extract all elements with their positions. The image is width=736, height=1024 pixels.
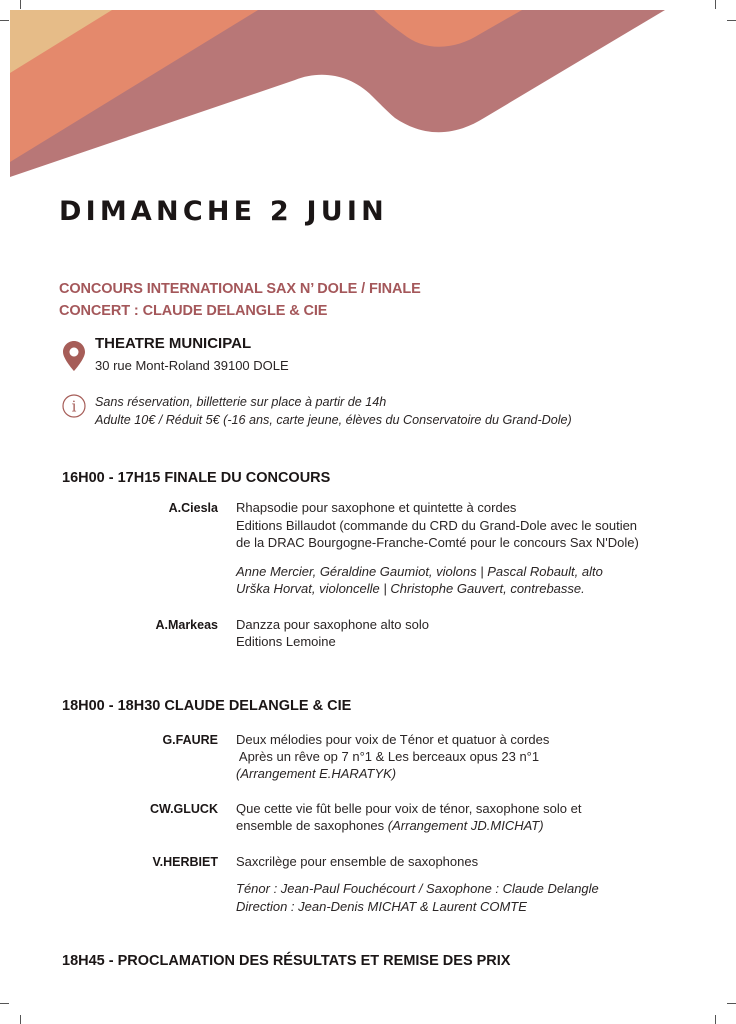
svg-text:i: i: [71, 397, 77, 416]
composer-name: G.FAURE: [162, 733, 218, 747]
arrangement: (Arrangement E.HARATYK): [236, 766, 397, 781]
section-heading-finale: 16H00 - 17H15 FINALE DU CONCOURS: [62, 470, 331, 486]
info-circle-icon: [62, 394, 86, 418]
crop-mark: [727, 1003, 736, 1004]
event-subtitle: CONCOURS INTERNATIONAL SAX N’ DOLE / FINALE: [59, 281, 421, 297]
performers: Anne Mercier, Géraldine Gaumiot, violons | Pascal Robault, alto: [236, 564, 603, 579]
crop-mark: [20, 1015, 21, 1024]
piece-detail: [236, 818, 544, 833]
concert-subtitle: CONCERT : CLAUDE DELANGLE & CIE: [59, 303, 328, 319]
crop-mark: [0, 1003, 9, 1004]
map-pin-icon: [63, 341, 85, 371]
composer-name: A.Ciesla: [168, 501, 218, 515]
section-heading-awards: 18H45 - PROCLAMATION DES RÉSULTATS ET REMISE DES PRIX: [62, 953, 511, 969]
piece-title: Deux mélodies pour voix de Ténor et quatuor à cordes: [236, 732, 550, 747]
piece-detail: Après un rêve op 7 n°1 & Les berceaux opus 23 n°1: [236, 749, 540, 764]
decorative-wave-banner: [0, 0, 736, 190]
ticketing-info: Sans réservation, billetterie sur place à partir de 14h: [95, 395, 387, 409]
composer-name: A.Markeas: [155, 618, 218, 632]
piece-title: Saxcrilège pour ensemble de saxophones: [236, 854, 479, 869]
section-heading-concert: 18H00 - 18H30 CLAUDE DELANGLE & CIE: [62, 698, 352, 714]
page-title: DIMANCHE 2 JUIN: [59, 196, 388, 227]
composer-name: V.HERBIET: [152, 855, 218, 869]
piece-title: Rhapsodie pour saxophone et quintette à cordes: [236, 500, 517, 515]
performers: Ténor : Jean-Paul Fouchécourt / Saxophone : Claude Delangle: [236, 881, 599, 896]
piece-title: Que cette vie fût belle pour voix de ténor, saxophone solo et: [236, 801, 582, 816]
venue-name: THEATRE MUNICIPAL: [95, 335, 252, 352]
piece-detail: Editions Lemoine: [236, 634, 336, 649]
venue-address: 30 rue Mont-Roland 39100 DOLE: [95, 358, 289, 373]
piece-detail: Editions Billaudot (commande du CRD du Grand-Dole avec le soutien: [236, 518, 638, 533]
piece-title: Danzza pour saxophone alto solo: [236, 617, 429, 632]
piece-detail-text: ensemble de saxophones: [236, 818, 388, 833]
composer-name: CW.GLUCK: [149, 802, 218, 816]
piece-detail: de la DRAC Bourgogne-Franche-Comté pour le concours Sax N'Dole): [236, 535, 639, 550]
crop-mark: [715, 1015, 716, 1024]
arrangement: (Arrangement JD.MICHAT): [387, 818, 544, 833]
performers: Urška Horvat, violoncelle | Christophe Gauvert, contrebasse.: [236, 581, 585, 596]
performers: Direction : Jean-Denis MICHAT & Laurent COMTE: [236, 899, 527, 914]
pricing-info: Adulte 10€ / Réduit 5€ (-16 ans, carte jeune, élèves du Conservatoire du Grand-Dole): [95, 413, 572, 427]
